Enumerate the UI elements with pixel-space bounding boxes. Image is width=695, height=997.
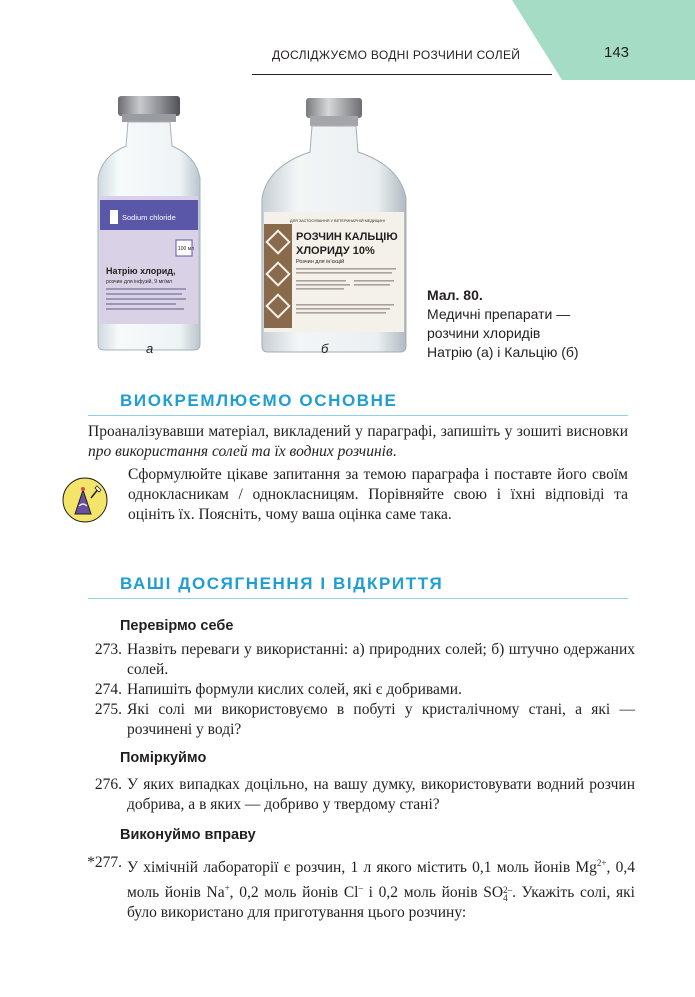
task-277 <box>60 853 635 933</box>
task-text: Напишіть формули кислих солей, які є добривами. <box>127 681 462 698</box>
header-rule <box>252 74 552 75</box>
bottle-b-top-line: ДЛЯ ЗАСТОСУВАННЯ У ВЕТЕРИНАРНІЙ МЕДИЦИНІ <box>290 219 385 223</box>
page-number: 143 <box>604 44 630 61</box>
section-heading-main-points: ВИОКРЕМЛЮЄМО ОСНОВНЕ <box>120 391 398 410</box>
page-tab <box>0 0 695 80</box>
figure-caption-line1: Медичні препарати — <box>427 306 571 322</box>
bottle-b-subtitle: Розчин для ін'єкцій <box>296 259 345 265</box>
figure-caption-line2: розчини хлоридів <box>427 325 541 341</box>
subheading-exercise: Виконуймо вправу <box>120 827 256 843</box>
subheading-reflect: Поміркуймо <box>120 750 207 766</box>
task-text: У яких випадках доцільно, на вашу думку, використовувати водний розчин добрива, а в яких — добриво у твердому стані? <box>127 776 635 813</box>
bottle-a-band-text: Sodium chloride <box>122 213 176 222</box>
task-text: Які солі ми використовуємо в побуті у кристалічному стані, а які — розчинені у воді? <box>127 701 635 738</box>
photo-label-b: б <box>321 341 329 356</box>
task-text: Назвіть переваги у використанні: а) природних солей; б) штучно одержаних солей. <box>127 641 635 678</box>
discussion-paragraph: Сформулюйте цікаве запитання за темою параграфа і поставте його своїм однокласникам / однокласницям. Порівняйте свою і їхні відповіді та оцініть їх. Поясніть, чому ваша оцінка саме така. <box>128 466 628 523</box>
bottle-a-volume: 100 мл <box>178 246 195 252</box>
figure-caption-line3: Натрію (а) і Кальцію (б) <box>427 344 579 360</box>
bottle-b-name-line2: ХЛОРИДУ 10% <box>296 245 375 257</box>
task-number: 275. <box>94 701 122 718</box>
sodium-chloride-bottle-image <box>88 94 210 352</box>
section-rule <box>88 598 628 599</box>
task-275 <box>60 700 635 740</box>
figure-caption-title: Мал. 80. <box>427 287 483 303</box>
task-number: 274. <box>94 681 122 698</box>
calcium-chloride-bottle-image <box>254 94 414 354</box>
task-number: *277. <box>87 854 122 871</box>
subheading-self-check: Перевірмо себе <box>120 618 234 634</box>
summary-paragraph: Проаналізувавши матеріал, викладений у параграфі, запишіть у зошиті висновки про використання солей та їх водних розчинів. <box>88 423 628 460</box>
figure-caption <box>427 286 627 362</box>
task-number: 273. <box>94 641 122 658</box>
wizard-icon <box>61 476 109 524</box>
running-head: ДОСЛІДЖУЄМО ВОДНІ РОЗЧИНИ СОЛЕЙ <box>272 48 521 62</box>
bottle-a-subtitle: розчин для інфузій, 9 мг/мл <box>106 279 173 285</box>
bottle-a-name: Натрію хлорид, <box>106 266 176 276</box>
task-text: У хімічній лабораторії є розчин, 1 л якого містить 0,1 моль йонів $Mg^{2+}$, 0,4 моль йонів Na+, 0,2 моль йонів Cl– і 0,2 моль йонів SO 2– 4 . Укажіть солі, які було використано для приготування цього розчину: <box>127 858 635 922</box>
bottle-b-name-line1: РОЗЧИН КАЛЬЦІЮ <box>296 231 398 243</box>
section-heading-achievements: ВАШІ ДОСЯГНЕННЯ І ВІДКРИТТЯ <box>120 574 444 593</box>
task-274 <box>60 680 635 700</box>
task-273 <box>60 640 635 680</box>
task-276 <box>60 775 635 815</box>
task-number: 276. <box>94 776 122 793</box>
section-rule <box>88 415 628 416</box>
photo-label-a: а <box>146 341 154 356</box>
